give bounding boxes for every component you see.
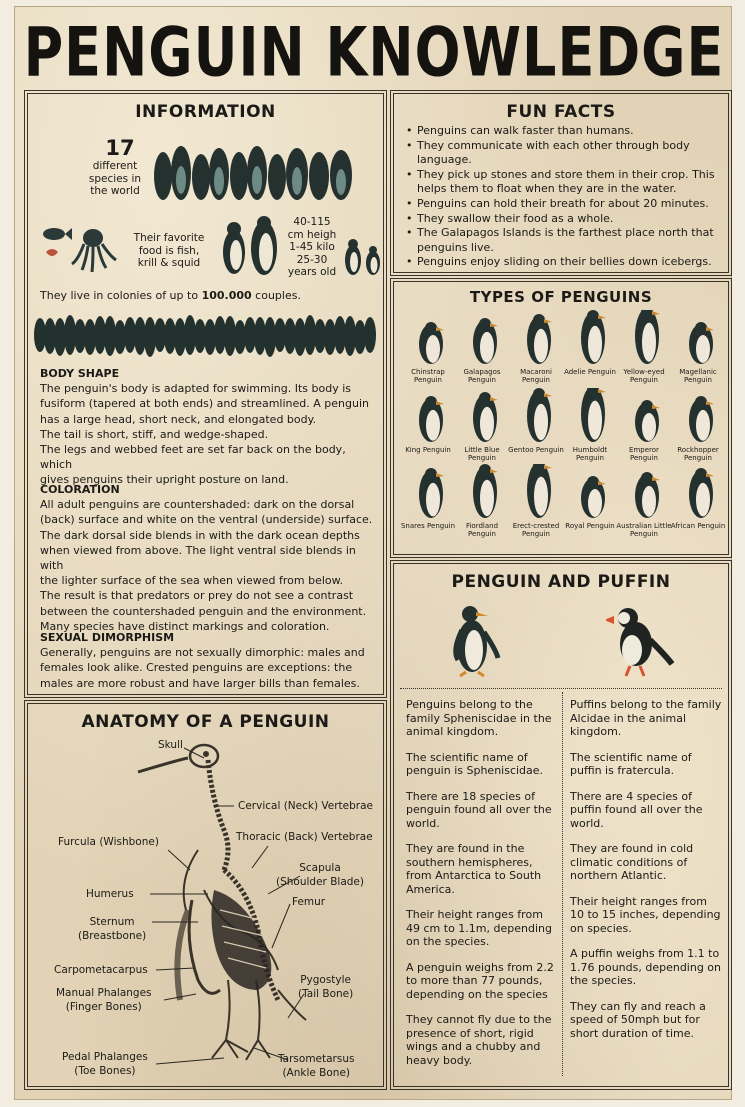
types-grid <box>394 282 730 556</box>
fun-facts-list <box>406 124 722 270</box>
penguin-type-label: African Penguin <box>670 522 726 530</box>
label-skull: Skull <box>158 739 183 751</box>
puffin-fact: A puffin weighs from 1.1 to 1.76 pounds, depending on the species. <box>570 947 722 987</box>
penguin-type-label: King Penguin <box>405 446 451 454</box>
size-text: 40-115 cm heigh 1-45 kilo 25-30 years old <box>287 216 337 278</box>
penguin-type-label: Macaroni Penguin <box>520 368 552 384</box>
penguin-type-icon <box>406 310 456 366</box>
penguin-group-illustration <box>151 138 366 204</box>
dimorphism-title: SEXUAL DIMORPHISM <box>40 631 175 644</box>
fact-item: • The Galapagos Islands is the farthest place north that penguins live. <box>406 226 722 255</box>
penguin-type-label: Magellanic Penguin <box>679 368 717 384</box>
puffin-fact: There are 4 species of puffin found all over the world. <box>570 789 703 830</box>
information-panel <box>27 93 384 695</box>
label-humerus: Humerus <box>86 888 134 900</box>
types-panel <box>393 281 729 555</box>
penguin-type-icon <box>622 464 672 520</box>
label-cervical: Cervical (Neck) Vertebrae <box>238 800 373 812</box>
label-thoracic: Thoracic (Back) Vertebrae <box>236 831 373 843</box>
penguin-type-icon <box>676 464 726 520</box>
penguin-type-label: Rockhopper Penguin <box>677 446 719 462</box>
penguin-type-label: Snares Penguin <box>400 522 456 530</box>
penguin-fact: They are found in the southern hemispheres, from Antarctica to South America. <box>406 842 542 896</box>
penguin-type-icon <box>514 388 564 444</box>
fact-item: • Penguins can hold their breath for about 20 minutes. <box>406 197 722 212</box>
penguin-type-label: Fiordland Penguin <box>465 522 499 538</box>
penguin-type-icon <box>514 310 564 366</box>
penguin-type-icon <box>622 310 672 366</box>
penguin-column <box>406 698 556 1079</box>
penguin-fact: The scientific name of penguin is Spheniscidae. <box>406 750 544 777</box>
fact-item: • Penguins enjoy sliding on their bellies down icebergs. <box>406 255 722 270</box>
penguin-type-icon <box>568 464 618 520</box>
penguin-fact: Penguins belong to the family Spheniscidae in the animal kingdom. <box>406 698 552 738</box>
penguin-type-icon <box>514 464 564 520</box>
coloration-title: COLORATION <box>40 483 120 496</box>
divider-horizontal <box>400 688 722 689</box>
penguin-type-label: Gentoo Penguin <box>508 446 564 454</box>
anatomy-panel <box>27 703 384 1087</box>
fact-item: • They swallow their food as a whole. <box>406 212 722 227</box>
species-text: different species in the world <box>88 160 142 197</box>
penguin-type-label: Chinstrap Penguin <box>411 368 445 384</box>
penguin-fact: Their height ranges from 49 cm to 1.1m, depending on the species. <box>406 908 552 948</box>
species-count: 17 <box>105 136 135 160</box>
coloration-section: COLORATION All adult penguins are countershaded: dark on the dorsal (back) surface and white on the ventral (underside) surface. The dark dorsal side blends in with the dark ocean depths when viewed from above. The light ventral side blends in with the lighter surface of the sea when viewed from below. The result is that predators or prey do not see a contrast between the countershaded penguin and the environment. Many species have distinct markings and coloration. <box>40 482 380 634</box>
colony-text: They live in colonies of up to 100.000 couples. <box>40 289 301 302</box>
penguin-illustration <box>444 600 504 680</box>
penguin-type-icon <box>568 310 618 366</box>
penguin-type-icon <box>406 388 456 444</box>
penguin-type-label: Humboldt Penguin <box>572 446 608 462</box>
penguin-small-pair-illustration <box>342 236 384 276</box>
label-furcula: Furcula (Wishbone) <box>58 836 159 848</box>
puffin-fact: The scientific name of puffin is fratercula. <box>570 750 692 777</box>
penguin-type-icon <box>460 310 510 366</box>
penguin-puffin-panel <box>393 563 729 1087</box>
penguin-type-icon <box>460 388 510 444</box>
body-shape-section: BODY SHAPE The penguin's body is adapted for swimming. Its body is fusiform (tapered at both ends) and streamlined. A penguin has a large head, short neck, and elongated body. The tail is short, stiff, and wedge-shaped. The legs and webbed feet are set far back on the body, which gives penguins their upright posture on land. <box>40 366 380 488</box>
anatomy-heading: ANATOMY OF A PENGUIN <box>81 712 330 732</box>
label-tarsometarsus: Tarsometarsus (Ankle Bone) <box>278 1053 355 1079</box>
puffin-fact: They are found in cold climatic conditions of northern Atlantic. <box>570 842 694 882</box>
body-shape-title: BODY SHAPE <box>40 367 120 380</box>
penguin-type-icon <box>676 310 726 366</box>
fact-item: • They communicate with each other through body language. <box>406 139 722 168</box>
fun-facts-heading: FUN FACTS <box>506 102 616 122</box>
fish-squid-icon <box>38 220 118 276</box>
penguin-type-label: Royal Penguin <box>565 522 615 530</box>
anatomy-leader-lines <box>28 704 385 1088</box>
label-femur: Femur <box>292 896 326 908</box>
label-manual-phalanges: Manual Phalanges (Finger Bones) <box>56 987 152 1013</box>
penguin-type-icon <box>622 388 672 444</box>
label-pedal-phalanges: Pedal Phalanges (Toe Bones) <box>62 1051 148 1077</box>
divider-vertical <box>562 692 563 1076</box>
dimorphism-section: SEXUAL DIMORPHISM Generally, penguins are not sexually dimorphic: males and females look alike. Crested penguins are exceptions: the males are more robust and have larger bills than females. <box>40 630 380 691</box>
penguin-type-label: Emperor Penguin <box>629 446 659 462</box>
fact-item: • They pick up stones and store them in their crop. This helps them to float when they are in the water. <box>406 168 722 197</box>
types-heading: TYPES OF PENGUINS <box>469 288 653 306</box>
fact-item: • Penguins can walk faster than humans. <box>406 124 722 139</box>
label-pygostyle: Pygostyle (Tail Bone) <box>298 974 354 1000</box>
page-title: PENGUIN KNOWLEDGE <box>23 13 725 92</box>
penguin-type-icon <box>460 464 510 520</box>
information-heading: INFORMATION <box>135 102 276 122</box>
penguin-puffin-heading: PENGUIN AND PUFFIN <box>451 572 671 592</box>
penguin-fact: A penguin weighs from 2.2 to more than 77 pounds, depending on the species <box>406 960 554 1001</box>
puffin-fact: Their height ranges from 10 to 15 inches, depending on species. <box>570 894 721 935</box>
label-scapula: Scapula (Shoulder Blade) <box>276 862 364 888</box>
penguin-type-label: Erect-crested Penguin <box>512 522 560 538</box>
food-text: Their favorite food is fish, krill & squid <box>133 232 205 269</box>
penguin-pair-illustration <box>218 216 282 276</box>
penguin-type-label: Australian Little Penguin <box>616 522 672 538</box>
penguin-type-icon <box>568 388 618 444</box>
penguin-fact: They cannot fly due to the presence of short, rigid wings and a chubby and heavy body. <box>406 1013 552 1067</box>
penguin-colony-illustration <box>34 307 379 357</box>
puffin-column <box>570 698 724 1052</box>
label-sternum: Sternum (Breastbone) <box>78 916 147 942</box>
penguin-fact: There are 18 species of penguin found all over the world. <box>406 789 552 830</box>
poster <box>14 6 732 1100</box>
label-carpometacarpus: Carpometacarpus <box>54 964 148 976</box>
penguin-type-icon <box>406 464 456 520</box>
puffin-fact: Puffins belong to the family Alcidae in the animal kingdom. <box>570 698 722 738</box>
fun-facts-panel <box>393 93 729 273</box>
penguin-type-label: Yellow-eyed Penguin <box>623 368 665 384</box>
puffin-illustration <box>606 604 676 680</box>
penguin-type-icon <box>676 388 726 444</box>
puffin-fact: They can fly and reach a speed of 50mph but for short duration of time. <box>570 999 706 1040</box>
penguin-type-label: Little Blue Penguin <box>464 446 500 462</box>
penguin-type-label: Adelie Penguin <box>564 368 616 376</box>
penguin-type-label: Galapagos Penguin <box>463 368 501 384</box>
